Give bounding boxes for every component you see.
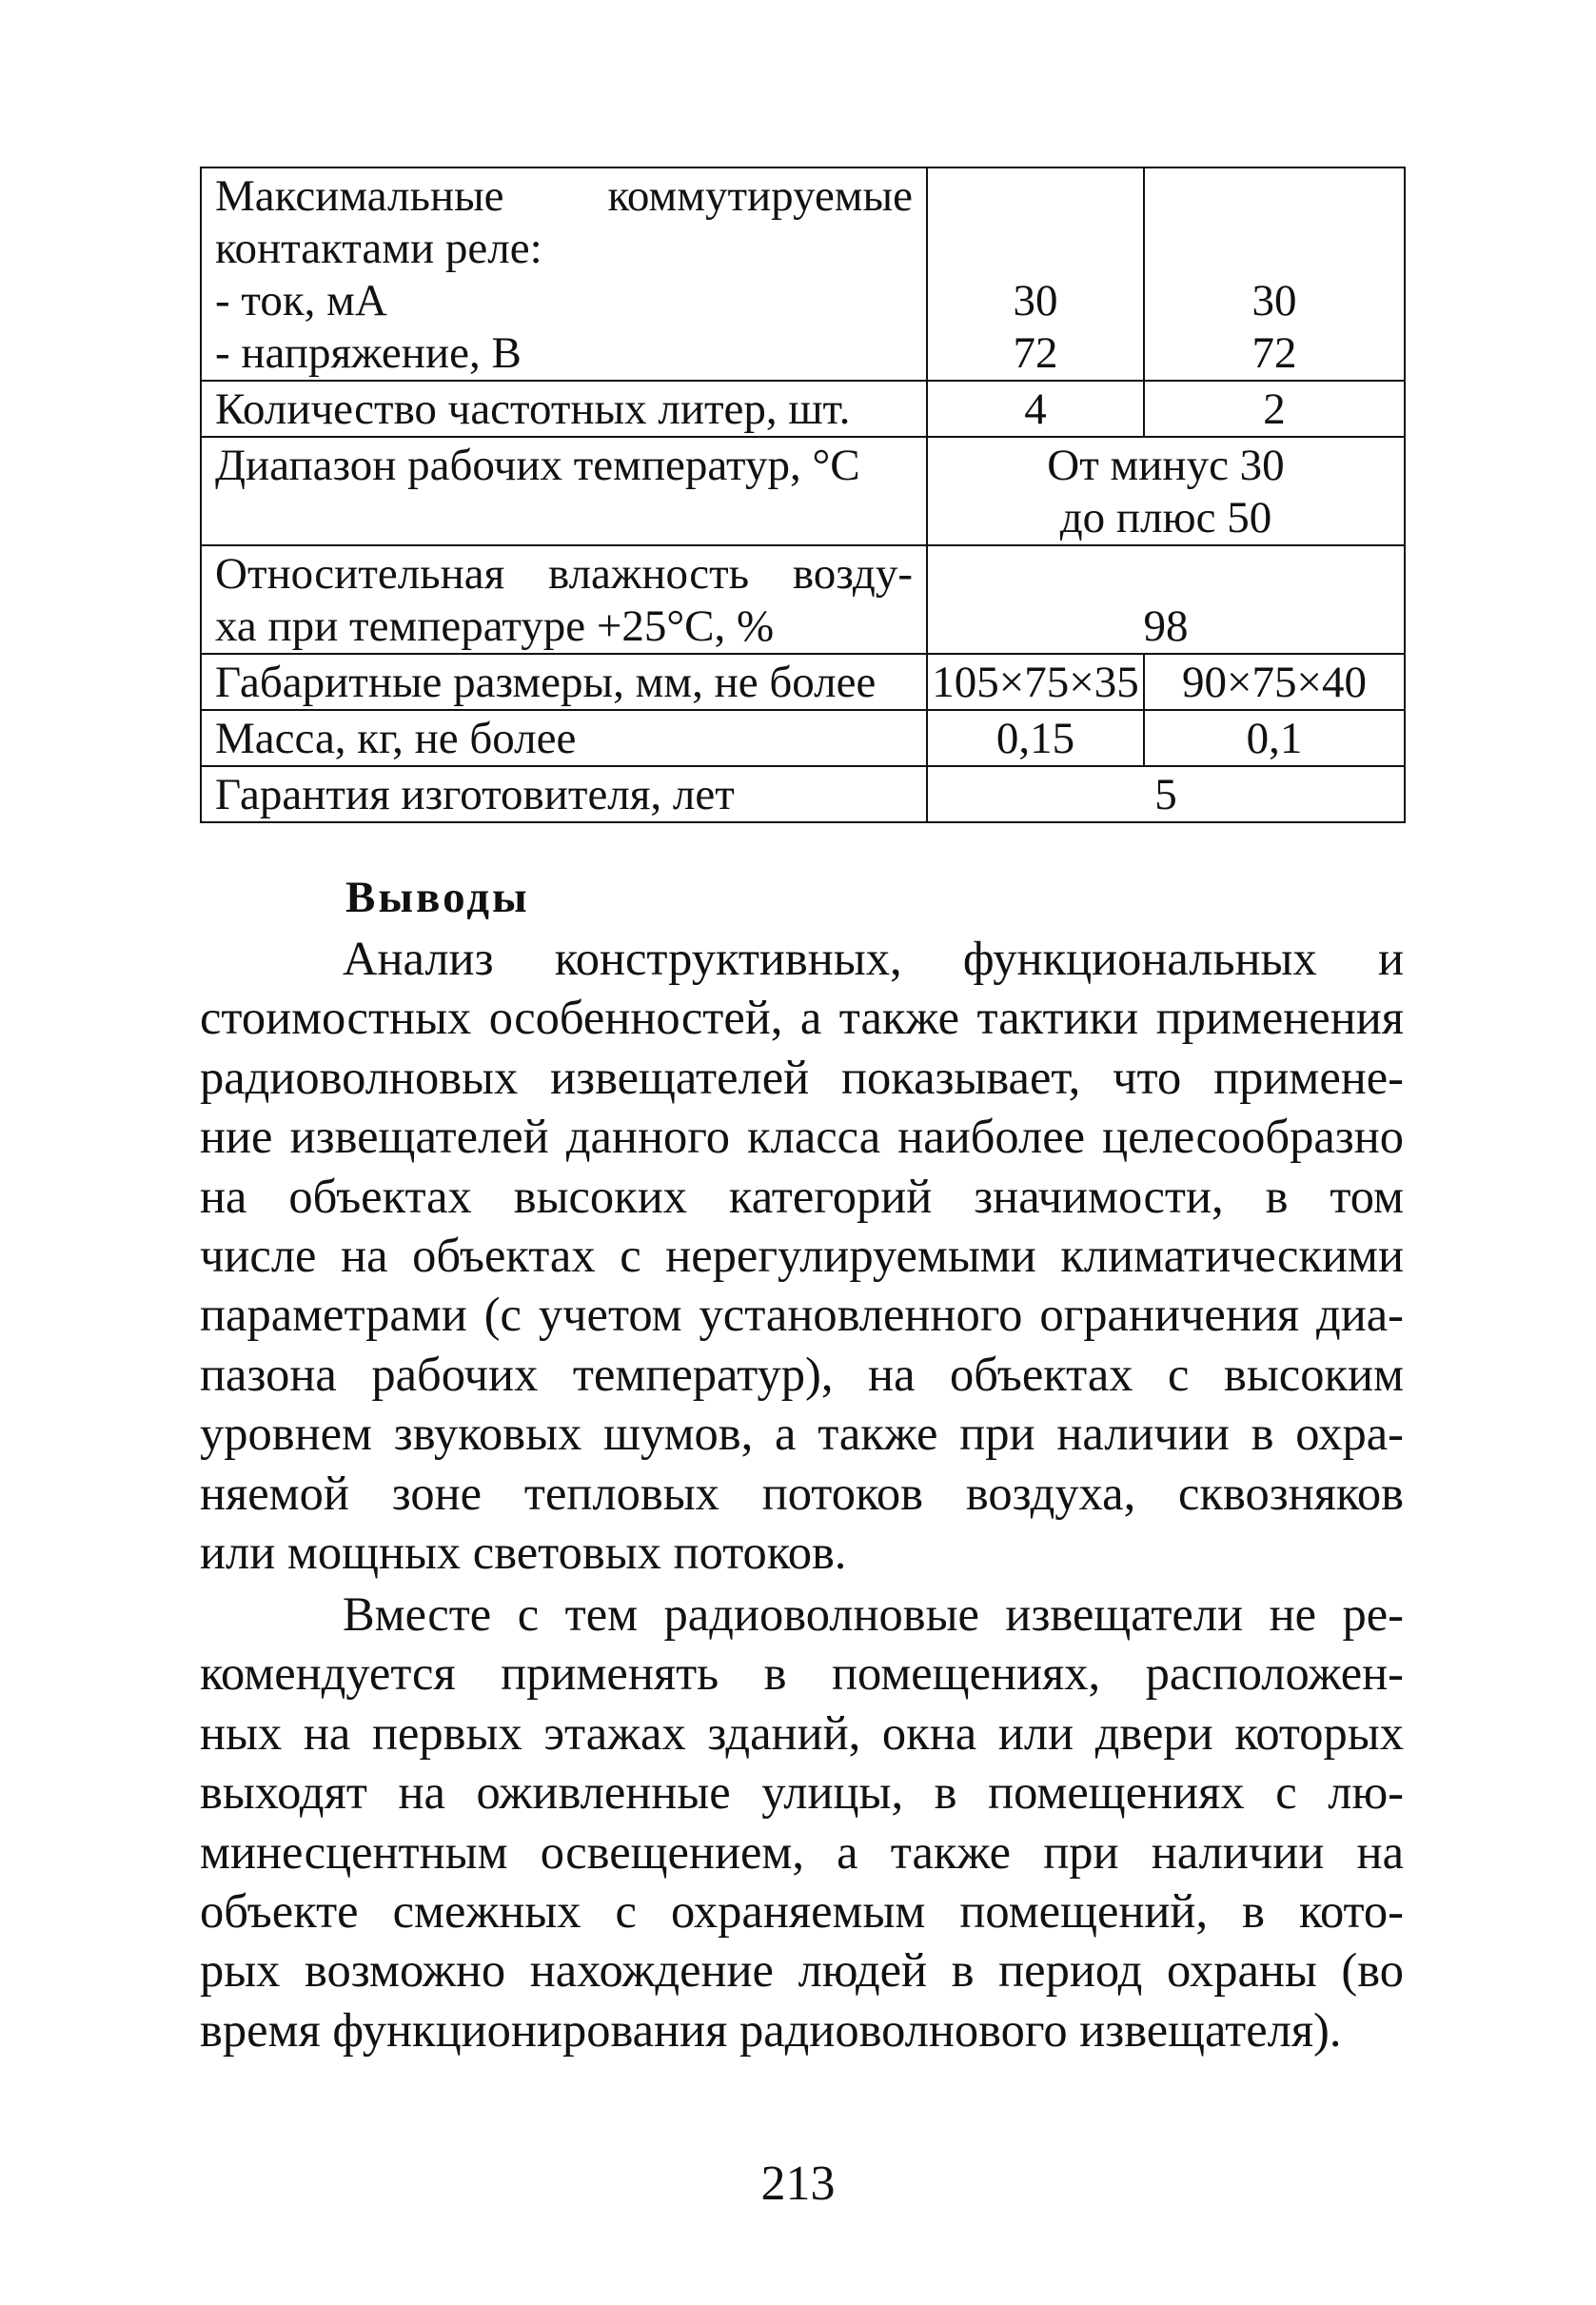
value-cell-a bbox=[927, 167, 1144, 381]
text-line: радиоволновых извещателей показывает, что примене- bbox=[200, 1050, 1404, 1104]
text-line: няемой зоне тепловых потоков воздуха, сквозняков bbox=[200, 1466, 1404, 1520]
value-text: 0,1 bbox=[1246, 714, 1303, 763]
value-cell-a bbox=[927, 710, 1144, 766]
param-cell bbox=[201, 167, 927, 381]
page-number: 213 bbox=[760, 2157, 836, 2211]
value-cell-merged bbox=[927, 766, 1405, 822]
param-text: Габаритные размеры, мм, не более bbox=[215, 658, 877, 707]
table-row bbox=[201, 381, 1405, 437]
value-cell-b bbox=[1144, 654, 1405, 710]
value-text: 4 bbox=[1024, 384, 1047, 434]
text-line: пазона рабочих температур), на объектах с высоким bbox=[200, 1347, 1404, 1401]
value-text: От минус 30 bbox=[1047, 441, 1285, 490]
text-line: время функционирования радиоволнового извещателя). bbox=[200, 2002, 1342, 2057]
value-text: 90×75×40 bbox=[1181, 658, 1367, 707]
param-text: - напряжение, В bbox=[215, 328, 522, 378]
param-text: Диапазон рабочих температур, °С bbox=[215, 441, 860, 490]
value-text: 72 bbox=[1013, 328, 1058, 378]
param-text: Количество частотных литер, шт. bbox=[215, 384, 851, 434]
param-cell bbox=[201, 710, 927, 766]
text-line: Анализ конструктивных, функциональных и bbox=[343, 932, 1404, 985]
value-text: 2 bbox=[1263, 384, 1286, 434]
text-line: или мощных световых потоков. bbox=[200, 1526, 847, 1580]
table-row bbox=[201, 545, 1405, 654]
value-text: 30 bbox=[1013, 276, 1058, 325]
value-text: 98 bbox=[1143, 601, 1189, 651]
param-text: контактами реле: bbox=[215, 224, 542, 273]
value-text: 5 bbox=[1154, 770, 1177, 819]
param-text: ха при температуре +25°С, % bbox=[215, 601, 775, 651]
conclusions-paragraph-2 bbox=[200, 1585, 1404, 2059]
value-cell-b bbox=[1144, 381, 1405, 437]
text-line: рых возможно нахождение людей в период охраны (во bbox=[200, 1943, 1404, 1998]
text-line: объекте смежных с охраняемым помещений, в кото- bbox=[200, 1884, 1404, 1939]
param-text: Относительная влажность возду- bbox=[215, 549, 913, 599]
value-cell-a bbox=[927, 381, 1144, 437]
text-line: уровнем звуковых шумов, а также при наличии в охра- bbox=[200, 1407, 1404, 1461]
text-line: минесцентным освещением, а также при наличии на bbox=[200, 1824, 1404, 1879]
param-cell bbox=[201, 654, 927, 710]
specifications-table bbox=[200, 167, 1406, 823]
param-cell bbox=[201, 766, 927, 822]
value-text: 30 bbox=[1251, 276, 1297, 325]
value-cell-b bbox=[1144, 167, 1405, 381]
table-row bbox=[201, 710, 1405, 766]
table-row bbox=[201, 437, 1405, 545]
table-row bbox=[201, 654, 1405, 710]
text-line: параметрами (с учетом установленного ограничения диа- bbox=[200, 1288, 1404, 1342]
param-cell bbox=[201, 545, 927, 654]
table-row bbox=[201, 167, 1405, 381]
text-line: стоимостных особенностей, а также тактики применения bbox=[200, 991, 1404, 1045]
text-line: числе на объектах с нерегулируемыми климатическими bbox=[200, 1229, 1404, 1283]
text-line: комендуется применять в помещениях, расположен- bbox=[200, 1646, 1404, 1701]
value-cell-merged bbox=[927, 545, 1405, 654]
value-cell-a bbox=[927, 654, 1144, 710]
value-text: до плюс 50 bbox=[1059, 493, 1272, 542]
text-line: выходят на оживленные улицы, в помещениях с лю- bbox=[200, 1765, 1404, 1820]
param-cell bbox=[201, 437, 927, 545]
value-text: 0,15 bbox=[995, 714, 1075, 763]
section-heading: Выводы bbox=[345, 873, 530, 922]
param-cell bbox=[201, 381, 927, 437]
value-text: 72 bbox=[1251, 328, 1297, 378]
text-line: ние извещателей данного класса наиболее целесообразно bbox=[200, 1110, 1404, 1164]
value-text: 105×75×35 bbox=[932, 658, 1139, 707]
table-row bbox=[201, 766, 1405, 822]
text-line: ных на первых этажах зданий, окна или двери которых bbox=[200, 1705, 1404, 1760]
conclusions-paragraph-1 bbox=[200, 929, 1404, 1582]
value-cell-b bbox=[1144, 710, 1405, 766]
text-line: Вместе с тем радиоволновые извещатели не ре- bbox=[343, 1587, 1404, 1641]
param-text: Максимальные коммутируемые bbox=[215, 171, 913, 221]
param-text: - ток, мА bbox=[215, 276, 387, 325]
text-line: на объектах высоких категорий значимости, в том bbox=[200, 1169, 1404, 1223]
param-text: Масса, кг, не более bbox=[215, 714, 577, 763]
param-text: Гарантия изготовителя, лет bbox=[215, 770, 735, 819]
value-cell-merged bbox=[927, 437, 1405, 545]
